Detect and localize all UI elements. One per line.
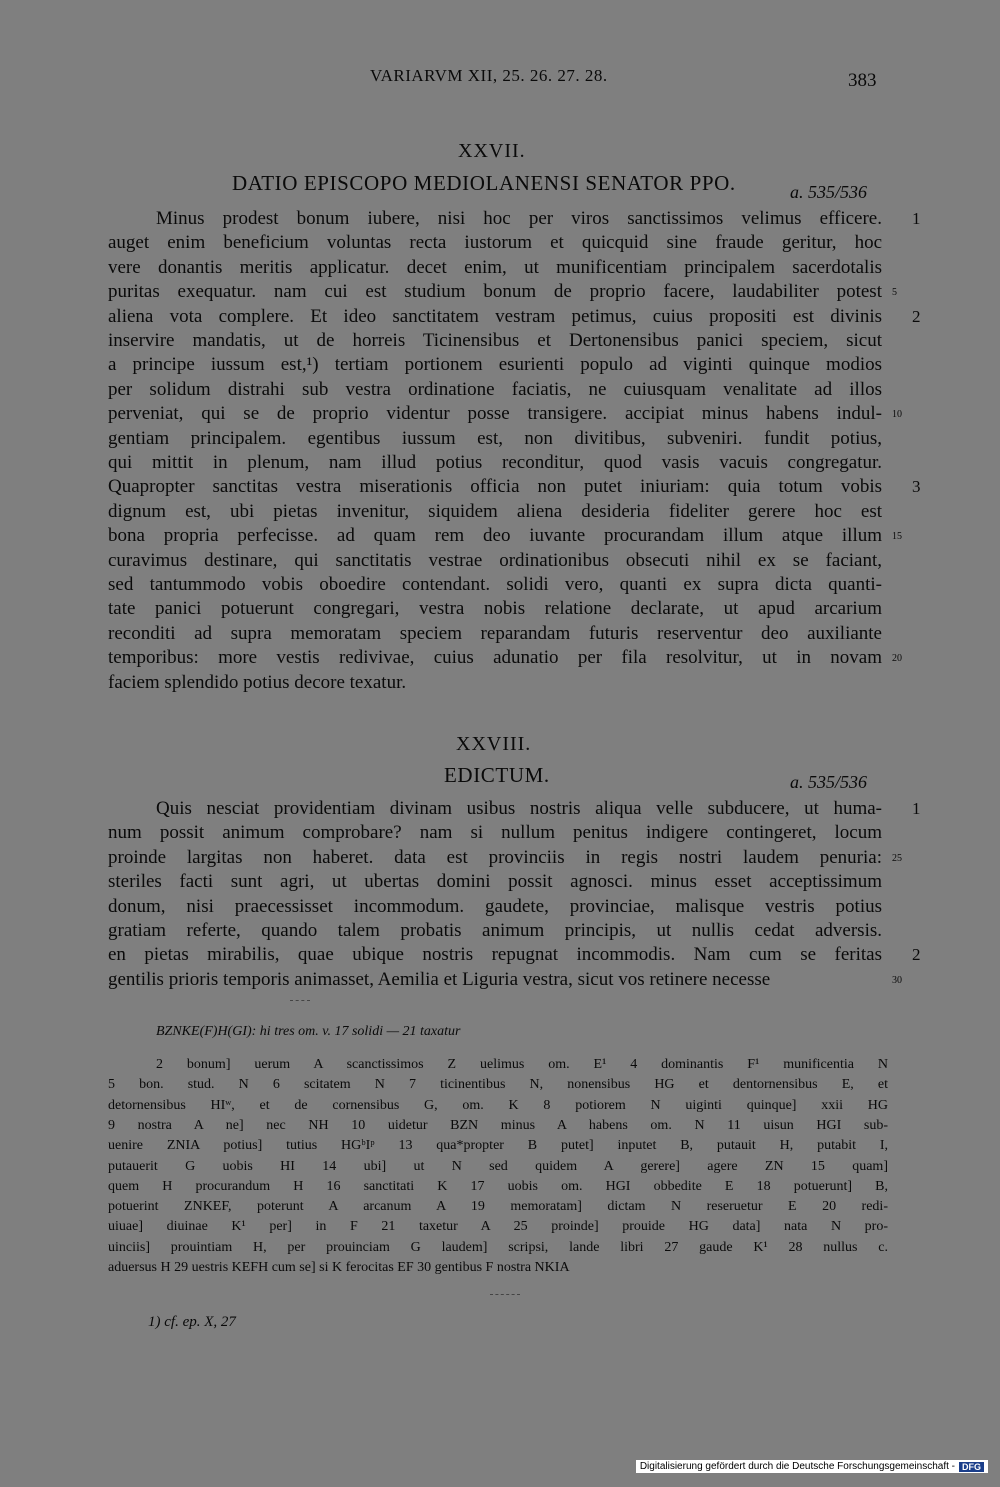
text-line: temporibus: more vestis redivivae, cuius adunatio per fila resolvitur, ut in novam: [108, 647, 882, 669]
line-number: 30: [892, 974, 902, 986]
section-date: a. 535/536: [790, 772, 868, 792]
apparatus-sigla: BZNKE(F)H(GI): hi tres om. v. 17 solidi — 21 taxatur: [156, 1024, 461, 1039]
text-line: perveniat, qui se de proprio videntur posse transigere. accipiat minus habens indul-: [108, 403, 882, 425]
apparatus-line: quem H procurandum H 16 sanctitati K 17 uobis om. HGI obbedite E 18 potuerunt] B,: [108, 1178, 888, 1194]
line-number: 20: [892, 653, 902, 665]
apparatus-line: uinciis] prouintiam H, per prouinciam G laudem] scripsi, lande libri 27 gaude K¹ 28 nullus c.: [108, 1239, 888, 1255]
text-line: faciem splendido potius decore texatur.: [108, 671, 407, 693]
apparatus-line: 2 bonum] uerum A scanctissimos Z uelimus om. E¹ 4 dominantis F¹ munificentia N: [156, 1057, 888, 1072]
section-title: DATIO EPISCOPO MEDIOLANENSI SENATOR PPO.: [232, 171, 736, 195]
apparatus-line: putauerit G uobis HI 14 ubi] ut N sed quidem A gerere] agere ZN 15 quam]: [108, 1158, 888, 1174]
text-line: inservire mandatis, ut de horreis Ticinensibus et Dertonensibus panici speciem, sicut: [108, 330, 882, 351]
text-line: en pietas mirabilis, quae ubique nostris repugnat incommodis. Nam cum se feritas: [108, 944, 882, 966]
text-line: curavimus destinare, qui sanctitatis vestrae ordinationibus obsecuti nihil ex se faciant,: [108, 549, 882, 571]
text-line: Minus prodest bonum iubere, nisi hoc per viros sanctissimos velimus efficere.: [156, 208, 882, 229]
text-line: donum, nisi praecessisset incommodum. gaudete, provinciae, malisque vestris potius: [108, 895, 882, 917]
text-line: aliena vota complere. Et ideo sanctitatem vestram petimus, cuius propositi est divinis: [108, 305, 882, 327]
text-line: tate panici potuerunt congregari, vestra nobis relatione declarate, ut apud arcarium: [108, 598, 882, 620]
running-head: VARIARVM XII, 25. 26. 27. 28.: [370, 66, 608, 85]
text-line: sed tantummodo vobis oboedire contendant. solidi vero, quanti ex supra dicta quanti-: [108, 574, 882, 595]
apparatus-line: uenire ZNIA potius] tutius HGᵇIᵖ 13 qua*propter B putet] inputet B, putauit H, putabit I,: [108, 1138, 888, 1154]
credit-text: Digitalisierung gefördert durch die Deutsche Forschungsgemeinschaft -: [639, 1461, 955, 1472]
paragraph-number: 3: [912, 477, 921, 497]
text-line: num possit animum comprobare? nam si nullum penitus indigere contingeret, locum: [108, 822, 882, 844]
text-line: puritas exequatur. nam cui est studium bonum de proprio facere, laudabiliter potest: [108, 281, 882, 303]
text-line: a principe iussum est,¹) tertiam portionem esurienti populo ad viginti quinque modios: [108, 354, 882, 376]
text-line: per solidum distrahi sub vestra ordinatione faciatis, ne cuiusquam venalitate ad illos: [108, 378, 882, 400]
footnote: 1) cf. ep. X, 27: [148, 1314, 236, 1330]
apparatus-line: uiuae] diuinae K¹ per] in F 21 taxetur A 25 proinde] prouide HG data] nata N pro-: [108, 1219, 888, 1235]
text-line: reconditi ad supra memoratam speciem reparandam futuris reserventur deo auxiliante: [108, 622, 882, 644]
apparatus-line: potuerint ZNKEF, poterunt A arcanum A 19 memoratam] dictam N reseruetur E 20 redi-: [108, 1199, 888, 1215]
text-line: gratiam referte, quando talem probatis animum principis, ut nullis cedat adversis.: [108, 920, 882, 941]
section-number: XXVIII.: [456, 733, 532, 755]
page-number: 383: [848, 70, 877, 91]
text-line: bona propria perfecisse. ad quam rem deo iuvante procurandam illum atque illum: [108, 525, 882, 547]
text-line: Quis nesciat providentiam divinam usibus nostris aliqua velle subducere, ut huma-: [156, 798, 882, 819]
line-number: 5: [892, 287, 897, 299]
paragraph-number: 2: [912, 306, 921, 326]
text-line: auget enim beneficium voluntas recta iustorum et quicquid sine fraude geritur, hoc: [108, 232, 882, 254]
text-line: steriles facti sunt agri, ut ubertas domini possit agnosci. minus esset acceptissimum: [108, 871, 882, 893]
dfg-logo: DFG: [959, 1462, 984, 1472]
text-line: gentilis prioris temporis animasset, Aemilia et Liguria vestra, sicut vos retinere necesse: [108, 968, 771, 990]
text-line: proinde largitas non haberet. data est provinciis in regis nostri laudem penuria:: [108, 846, 882, 868]
apparatus-line: 5 bon. stud. N 6 scitatem N 7 ticinentibus N, nonensibus HG et dentornensibus E, et: [108, 1077, 888, 1093]
text-line: gentiam principalem. egentibus iussum est, non divitibus, subveniri. fundit potius,: [108, 427, 882, 449]
paragraph-number: 1: [912, 209, 921, 228]
separator: [290, 1000, 310, 1001]
text-line: qui mittit in plenum, nam illud potius reconditur, quod vasis vacuis congregatur.: [108, 452, 882, 473]
dfg-credit: [636, 1460, 988, 1473]
section-title: EDICTUM.: [444, 763, 550, 787]
paragraph-number: 1: [912, 799, 921, 818]
section-date: a. 535/536: [790, 182, 868, 202]
apparatus-line: 9 nostra A ne] nec NH 10 uidetur BZN minus A habens om. N 11 uisun HGI sub-: [108, 1117, 888, 1133]
line-number: 10: [892, 409, 902, 421]
text-line: vere donantis meritis applicatur. decet enim, ut munificentiam principalem sacerdotalis: [108, 256, 882, 278]
apparatus-line: aduersus H 29 uestris KEFH cum se] si K ferocitas EF 30 gentibus F nostra NKIA: [108, 1260, 570, 1275]
separator: [490, 1294, 520, 1295]
line-number: 25: [892, 852, 902, 864]
paragraph-number: 2: [912, 945, 921, 965]
line-number: 15: [892, 531, 902, 543]
section-number: XXVII.: [458, 140, 526, 162]
apparatus-line: detornensibus HIʷ, et de cornensibus G, om. K 8 potiorem N uiginti quinque] xxii HG: [108, 1097, 888, 1113]
text-line: dignum est, ubi pietas invenitur, siquidem aliena desideria fideliter gerere hoc est: [108, 500, 882, 522]
text-line: Quapropter sanctitas vestra miserationis officia non putet iniuriam: quia totum vobis: [108, 476, 882, 498]
